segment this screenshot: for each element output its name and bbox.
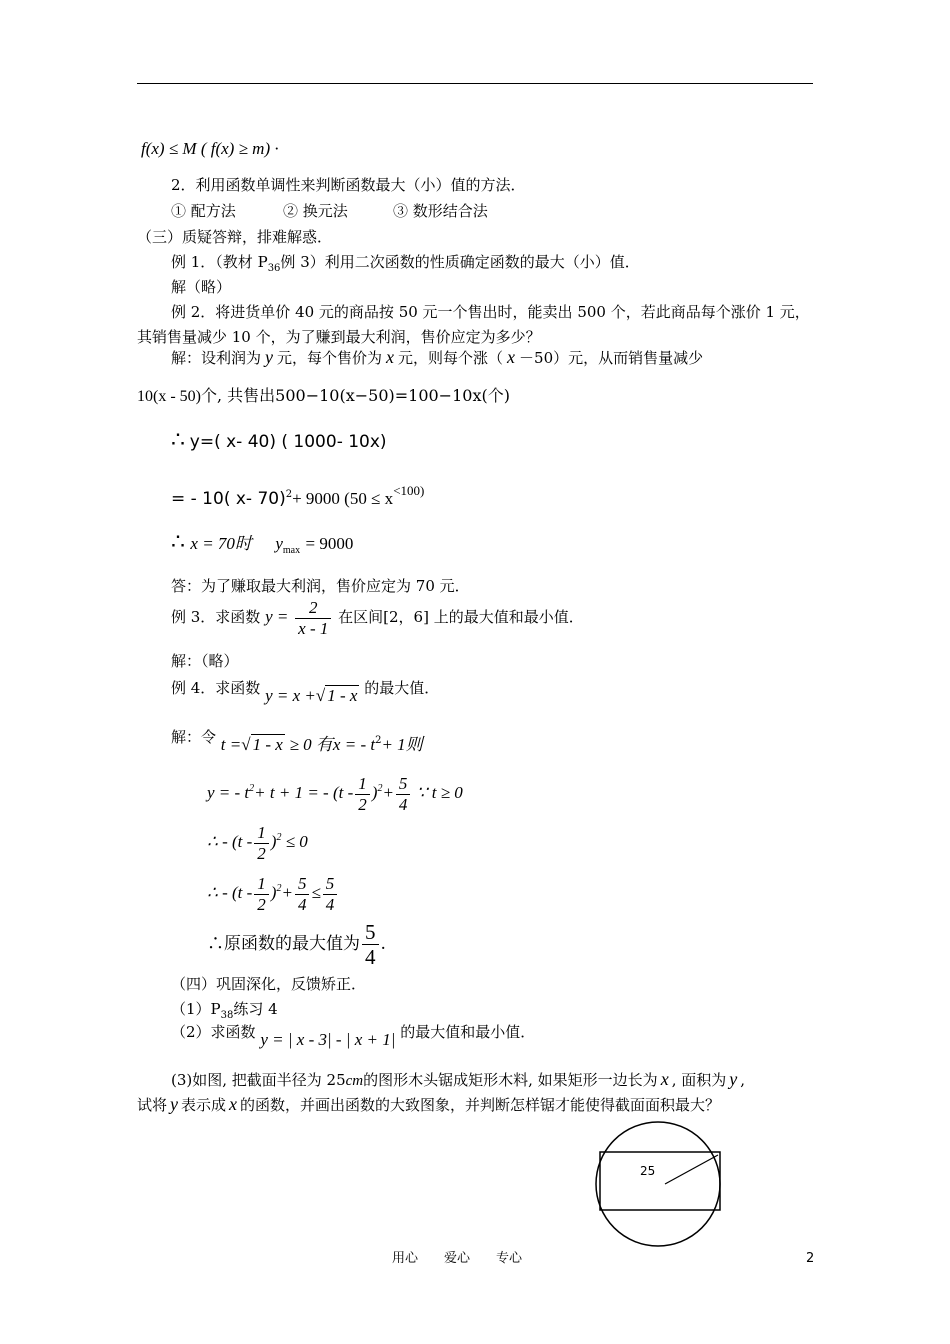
footer-slogan: 用心 爱心 专心	[392, 1251, 523, 1266]
section-heading-four: （四）巩固深化，反馈矫正．	[171, 975, 367, 993]
example-4: 例 4．求函数 y = x +√ 1 - x 的最大值．	[171, 679, 440, 705]
example-3-solution: 解：（略）	[171, 652, 239, 670]
example-2-maximum: ∴ x = 70时 $y_{max} = 9000$	[171, 530, 354, 556]
example-2-quantity: 10(x - 50)个, 共售出500−10(x−50)=100−10x(个)	[137, 386, 510, 405]
example-4-step-nonpositive: ∴ - (t - $\frac{1}{2}$ )$^2$ ≤ 0	[207, 823, 308, 863]
section-heading-three: （三）质疑答辩，排难解惑．	[137, 228, 333, 246]
page-number: 2	[806, 1251, 815, 1266]
example-1-solution: 解（略）	[171, 278, 232, 296]
example-4-vertex-form: y = - $t^2+ t + 1$ = - (t - $\frac{1}{2}$ )$^2$+ $\frac{5}{4}$ ∵ t ≥ 0	[207, 774, 463, 814]
example-2-answer: 答：为了赚取最大利润，售价应定为 70 元．	[171, 577, 470, 595]
formula-bound: f(x) ≤ M ( f(x) ≥ m) ·	[141, 139, 279, 158]
example-2-profit-function: ∴ y=( x- 40) ( 1000- 10x)	[171, 428, 387, 453]
example-4-conclusion: ∴原函数的最大值为 $\frac{5}{4}$ .	[207, 920, 386, 970]
example-4-step-bound: ∴ - (t - $\frac{1}{2}$ )$^2$+ $\frac{5}{4}$ ≤ $\frac{5}{4}$	[207, 874, 339, 914]
radius-label: 25	[640, 1164, 656, 1178]
method-substitution: ② 换元法	[283, 202, 348, 220]
method-graphical: ③ 数形结合法	[393, 202, 488, 220]
example-2-vertex-form: = - 10( x- 70)$^2$+ 9000 ($50 \le x^{<100)}$	[171, 483, 425, 509]
exercise-1: $(1)P_{38}$练习 4	[171, 1000, 278, 1021]
exercise-2: （2）求函数 y = | x - 3| - | x + 1| 的最大值和最小值．	[171, 1023, 536, 1049]
example-1: 例 1．（教材 $P_{36}$例 3）利用二次函数的性质确定函数的最大（小）值．	[171, 253, 640, 274]
example-2-line-1: 例 2．将进货单价 40 元的商品按 50 元一个售出时，能卖出 500 个，若此商品每个涨价 1 元，	[171, 303, 810, 321]
example-3: 例 3．求函数 y = $\frac{2}{x - 1}$ 在区间[2，6] 上的最大值和最小值．	[171, 598, 584, 638]
exercise-3-line-2: 试将 y 表示成 x 的函数，并画出函数的大致图象，并判断怎样锯才能使得截面面积最大？	[137, 1094, 721, 1114]
log-cross-section-circle	[596, 1122, 720, 1246]
example-2-line-2: 其销售量减少 10 个，为了赚到最大利润，售价应定为多少？	[137, 328, 541, 346]
inscribed-rectangle-figure	[590, 1120, 730, 1250]
therefore-symbol: ∴	[171, 428, 185, 453]
radius-line	[665, 1155, 718, 1184]
example-2-solution-setup: 解：设利润为 y 元，每个售价为 x 元，则每个涨（ x －50）元，从而销售量减少	[171, 347, 704, 367]
header-rule	[137, 83, 813, 84]
exercise-3-line-1: (3)如图, 把截面半径为 25cm的图形木头锯成矩形木料, 如果矩形一边长为 x , 面积为 y ,	[171, 1069, 746, 1089]
method-heading: 2．利用函数单调性来判断函数最大（小）值的方法．	[171, 176, 526, 194]
method-completing-square: ① 配方法	[171, 202, 236, 220]
rectangle-cross-section	[600, 1152, 720, 1210]
example-4-substitution: 解：令 t =√ 1 - x ≥ 0 有x = - $t^2+ 1$则	[171, 728, 423, 754]
